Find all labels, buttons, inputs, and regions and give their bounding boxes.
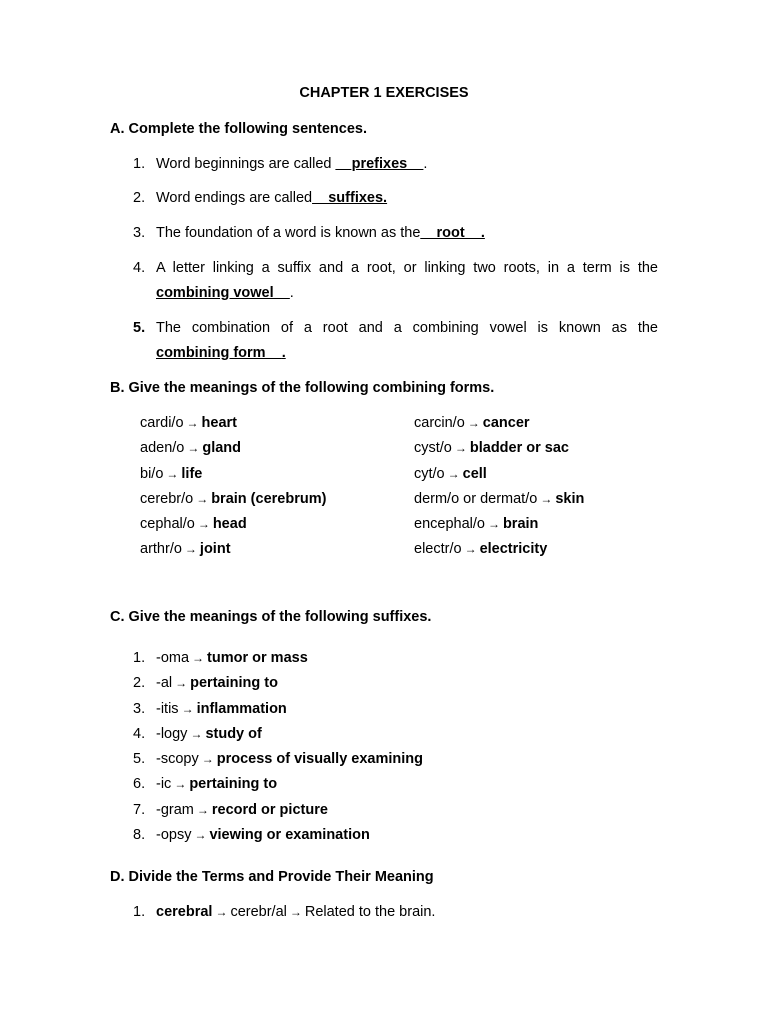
sentence-text: The combination of a root and a combining vowel is known as the	[156, 320, 658, 336]
arrow-icon: →	[174, 777, 187, 791]
term: -scopy	[156, 751, 199, 767]
arrow-icon: →	[166, 467, 179, 481]
item-number: 7.	[133, 802, 146, 818]
section-b-heading: B. Give the meanings of the following combining forms.	[110, 380, 495, 396]
period: .	[281, 345, 286, 361]
term: cyst/o	[414, 440, 452, 456]
arrow-icon: →	[197, 517, 210, 531]
arrow-icon: →	[192, 651, 205, 665]
suffix-row	[133, 722, 658, 747]
sentence-3	[133, 221, 658, 246]
period: .	[289, 285, 294, 301]
combining-form-row	[140, 436, 241, 461]
arrow-icon: →	[464, 542, 477, 556]
combining-form-row	[140, 512, 247, 537]
suffix-row	[133, 747, 658, 772]
combining-form-row	[414, 537, 547, 562]
combining-form-row	[140, 487, 326, 512]
divided-term: cerebr/al	[230, 904, 287, 920]
combining-form-row	[414, 411, 530, 436]
term: cardi/o	[140, 415, 184, 431]
meaning: cell	[462, 466, 487, 482]
combining-form-row	[414, 436, 569, 461]
arrow-icon: →	[175, 676, 188, 690]
term: bi/o	[140, 466, 164, 482]
item-number: 5.	[133, 751, 146, 767]
answer: combining vowel__	[156, 285, 290, 301]
item-number: 1.	[133, 156, 146, 172]
section-c-heading: C. Give the meanings of the following suffixes.	[110, 609, 432, 625]
term: cephal/o	[140, 516, 195, 532]
term: cerebr/o	[140, 491, 194, 507]
arrow-icon: →	[187, 441, 200, 455]
term: -logy	[156, 726, 188, 742]
divide-term-row	[133, 900, 658, 925]
meaning: record or picture	[211, 802, 328, 818]
item-number: 3.	[133, 225, 146, 241]
item-number: 6.	[133, 776, 146, 792]
arrow-icon: →	[186, 416, 199, 430]
suffix-row	[133, 772, 658, 797]
item-number: 4.	[133, 260, 146, 276]
answer: __root__.	[420, 225, 485, 241]
term: -al	[156, 675, 173, 691]
suffix-row	[133, 798, 658, 823]
item-number: 2.	[133, 675, 146, 691]
answer: __suffixes.	[312, 190, 388, 206]
meaning: heart	[201, 415, 237, 431]
arrow-icon: →	[215, 905, 228, 919]
combining-form-row	[414, 512, 538, 537]
sentence-text: A letter linking a suffix and a root, or linking two roots, in a term is the	[156, 260, 658, 276]
sentence-text: Word beginnings are called	[156, 156, 336, 172]
arrow-icon: →	[201, 752, 214, 766]
meaning: cancer	[482, 415, 530, 431]
term: -oma	[156, 650, 190, 666]
item-number: 5.	[133, 320, 146, 336]
meaning: process of visually examining	[216, 751, 424, 767]
combining-form-row	[414, 462, 487, 487]
combining-form-row	[414, 487, 584, 512]
combining-form-row	[140, 462, 202, 487]
meaning: viewing or examination	[209, 827, 370, 843]
term: electr/o	[414, 541, 462, 557]
arrow-icon: →	[196, 492, 209, 506]
meaning: bladder or sac	[469, 440, 569, 456]
item-number: 2.	[133, 190, 146, 206]
meaning: tumor or mass	[207, 650, 308, 666]
sentence-text: Word endings are called	[156, 190, 313, 206]
term: -itis	[156, 701, 179, 717]
item-number: 4.	[133, 726, 146, 742]
item-number: 1.	[133, 904, 146, 920]
answer: combining form__	[156, 345, 282, 361]
term: arthr/o	[140, 541, 182, 557]
term: cyt/o	[414, 466, 445, 482]
item-number: 8.	[133, 827, 146, 843]
meaning: pertaining to	[189, 776, 278, 792]
term: derm/o or dermat/o	[414, 491, 538, 507]
combining-form-row	[140, 411, 237, 436]
period: .	[423, 156, 428, 172]
item-number: 1.	[133, 650, 146, 666]
sentence-4	[133, 256, 658, 306]
sentence-2	[133, 186, 658, 211]
term: encephal/o	[414, 516, 485, 532]
meaning: electricity	[479, 541, 548, 557]
sentence-1	[133, 152, 658, 177]
suffix-row	[133, 646, 658, 671]
term: -ic	[156, 776, 172, 792]
meaning: life	[181, 466, 203, 482]
arrow-icon: →	[487, 517, 500, 531]
arrow-icon: →	[196, 803, 209, 817]
arrow-icon: →	[447, 467, 460, 481]
suffix-row	[133, 697, 658, 722]
term: carcin/o	[414, 415, 465, 431]
combining-form-row	[140, 537, 231, 562]
arrow-icon: →	[181, 702, 194, 716]
suffix-row	[133, 671, 658, 696]
sentence-5	[133, 316, 658, 366]
arrow-icon: →	[190, 727, 203, 741]
arrow-icon: →	[289, 905, 302, 919]
page-title: CHAPTER 1 EXERCISES	[299, 85, 469, 101]
term: -gram	[156, 802, 194, 818]
meaning: pertaining to	[190, 675, 278, 691]
arrow-icon: →	[184, 542, 197, 556]
meaning: brain	[502, 516, 539, 532]
arrow-icon: →	[194, 828, 207, 842]
meaning: brain (cerebrum)	[211, 491, 327, 507]
sentence-text: The foundation of a word is known as the	[156, 225, 421, 241]
section-a-heading: A. Complete the following sentences.	[110, 121, 368, 137]
arrow-icon: →	[467, 416, 480, 430]
meaning: skin	[555, 491, 585, 507]
section-d-heading: D. Divide the Terms and Provide Their Meaning	[110, 869, 434, 885]
arrow-icon: →	[454, 441, 467, 455]
term: aden/o	[140, 440, 185, 456]
arrow-icon: →	[540, 492, 553, 506]
term: -opsy	[156, 827, 192, 843]
term: cerebral	[156, 904, 213, 920]
meaning: study of	[205, 726, 262, 742]
item-number: 3.	[133, 701, 146, 717]
meaning: inflammation	[196, 701, 287, 717]
meaning: joint	[199, 541, 231, 557]
meaning: head	[212, 516, 247, 532]
suffix-row	[133, 823, 658, 848]
meaning: gland	[202, 440, 242, 456]
meaning: Related to the brain.	[304, 904, 436, 920]
answer: __prefixes__	[335, 156, 424, 172]
